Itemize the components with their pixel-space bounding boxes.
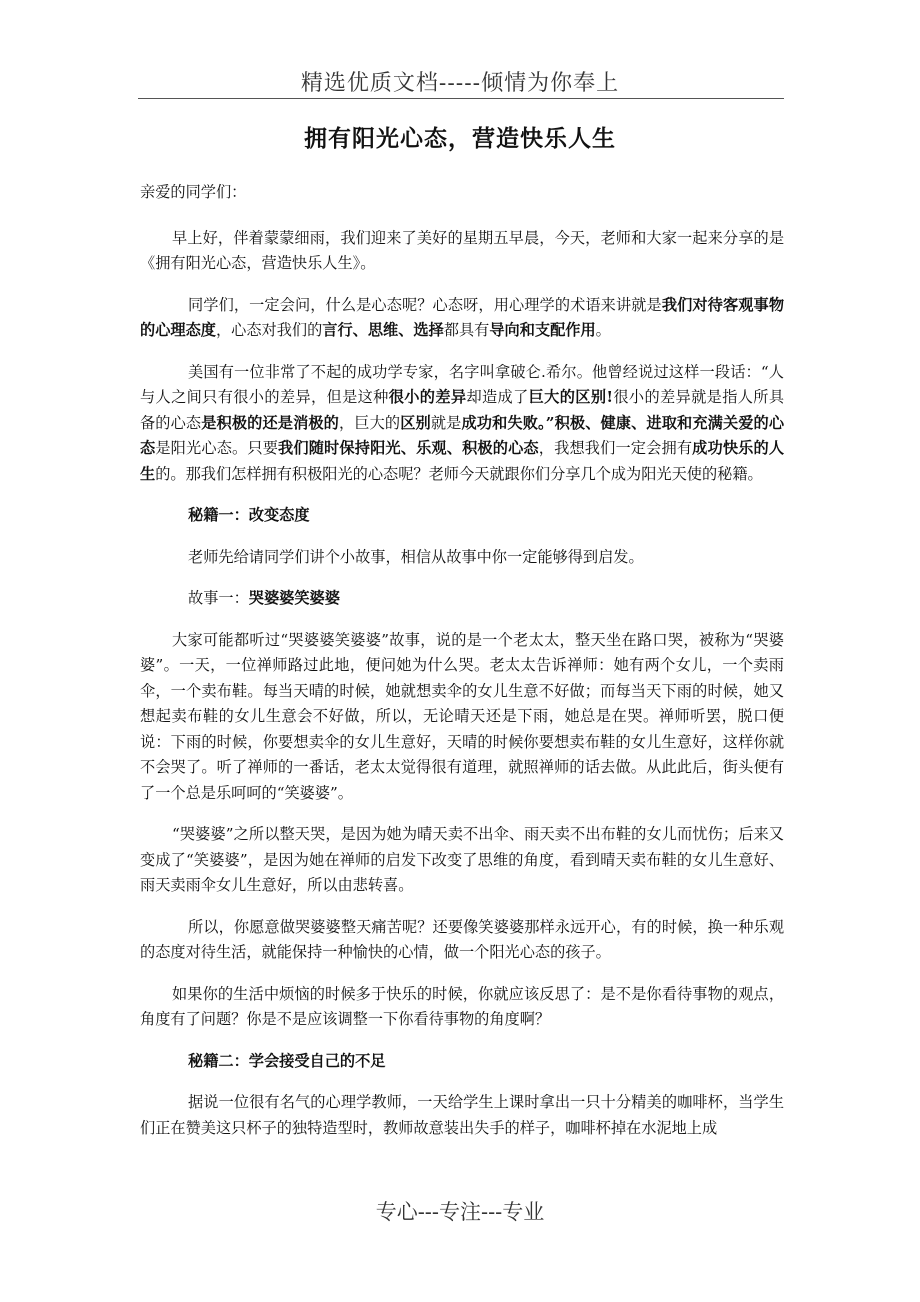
text-run: 就是 bbox=[430, 413, 462, 432]
section-heading-secret-1: 秘籍一：改变态度 bbox=[188, 506, 310, 524]
text-run: 是阳光心态。只要 bbox=[155, 439, 279, 457]
text-run: 却造成了 bbox=[466, 388, 529, 406]
paragraph-conclusion: 所以，你愿意做哭婆婆整天痛苦呢？还要像笑婆婆那样永远开心，有的时候，换一种乐观的态度对待生活，就能保持一种愉快的心情，做一个阳光心态的孩子。 bbox=[140, 917, 784, 961]
story-heading bbox=[140, 586, 784, 612]
greeting: 亲爱的同学们： bbox=[140, 183, 247, 201]
text-run: 同学们，一定会问，什么是心态呢？心态呀，用心理学的术语来讲就是 bbox=[188, 295, 662, 314]
bold-run: 我们对待客观事物的心理态度 bbox=[140, 295, 785, 339]
paragraph-definition bbox=[140, 293, 784, 344]
page-footer: 专心---专注---专业 bbox=[375, 1200, 545, 1224]
story-name: 哭婆婆笑婆婆 bbox=[248, 589, 340, 607]
bold-run: 我们随时保持阳光、乐观、积极的心态 bbox=[278, 439, 539, 457]
document-title: 拥有阳光心态，营造快乐人生 bbox=[304, 125, 616, 152]
paragraph-story-intro: 老师先给请同学们讲个小故事，相信从故事中你一定能够得到启发。 bbox=[188, 547, 644, 566]
text-run: 的。那我们怎样拥有积极阳光的心态呢？老师今天就跟你们分享几个成为阳光天使的秘籍。 bbox=[155, 464, 763, 483]
text-run: ，巨大的 bbox=[339, 413, 401, 432]
bold-run: 很小的差异 bbox=[388, 388, 467, 406]
section-heading-secret-2: 秘籍二：学会接受自己的不足 bbox=[188, 1051, 386, 1070]
bold-run: 言行、思维、选择 bbox=[322, 321, 444, 339]
bold-run: 导向和支配作用 bbox=[489, 321, 596, 339]
paragraph-quote bbox=[140, 360, 784, 488]
bold-run: 成功和失败。”积极、健康、进取和充满关爱的心态 bbox=[140, 413, 785, 457]
text-run: 。 bbox=[595, 321, 611, 339]
bold-run: 是积极的还是消极的 bbox=[201, 413, 339, 432]
text-run: 都具有 bbox=[443, 321, 490, 339]
text-run: ，心态对我们的 bbox=[215, 321, 323, 339]
paragraph-teacher-story: 据说一位很有名气的心理学教师，一天给学生上课时拿出一只十分精美的咖啡杯，当学生们正在赞美这只杯子的独特造型时，教师故意装出失手的样子，咖啡杯掉在水泥地上成 bbox=[140, 1093, 784, 1137]
paragraph-reflection: 如果你的生活中烦恼的时候多于快乐的时候，你就应该反思了：是不是你看待事物的观点，角度有了问题？你是不是应该调整一下你看待事物的角度啊？ bbox=[140, 984, 784, 1028]
page-header: 精选优质文档-----倾情为你奉上 bbox=[300, 71, 620, 96]
document-body bbox=[140, 180, 784, 1157]
story-prefix: 故事一： bbox=[188, 589, 249, 607]
bold-run: 区别 bbox=[400, 413, 431, 432]
text-run: ，我想我们一定会拥有 bbox=[538, 439, 693, 457]
paragraph-story: 大家可能都听过“哭婆婆笑婆婆”故事，说的是一个老太太，整天坐在路口哭，被称为“哭婆婆”。一天，一位禅师路过此地，便问她为什么哭。老太太告诉禅师：她有两个女儿，一个卖雨伞，一个卖布鞋。每当天晴的时候，她就想卖伞的女儿生意不好做；而每当天下雨的时候，她又想起卖布鞋的女儿生意会不好做，所以，无论晴天还是下雨，她总是在哭。禅师听罢，脱口便说：下雨的时候，你要想卖伞的女儿生意好，天晴的时候你要想卖布鞋的女儿生意好，这样你就不会哭了。听了禅师的一番话，老太太觉得很有道理，就照禅师的话去做。从此此后，街头便有了一个总是乐呵呵的“笑婆婆”。 bbox=[140, 630, 784, 802]
text-run: 美国有一位非常了不起的成功学专家，名字叫拿破仑.希尔。他曾经说过这样一段话：“人与人之间只有很小的差异，但是这种 bbox=[140, 362, 784, 406]
header-divider bbox=[138, 98, 784, 99]
text-run: 很小的差异就是指人所具备的心态 bbox=[140, 388, 785, 432]
paragraph-story-analysis: “哭婆婆”之所以整天哭，是因为她为晴天卖不出伞、雨天卖不出布鞋的女儿而忧伤；后来又变成了“笑婆婆”，是因为她在禅师的启发下改变了思维的角度，看到晴天卖布鞋的女儿生意好、雨天卖雨伞女儿生意好，所以由悲转喜。 bbox=[140, 825, 784, 894]
paragraph-intro: 早上好，伴着蒙蒙细雨，我们迎来了美好的星期五早晨，今天，老师和大家一起来分享的是《拥有阳光心态，营造快乐人生》。 bbox=[140, 228, 784, 272]
bold-run: 巨大的区别! bbox=[528, 388, 614, 406]
bold-run: 成功快乐的人生 bbox=[140, 439, 785, 483]
